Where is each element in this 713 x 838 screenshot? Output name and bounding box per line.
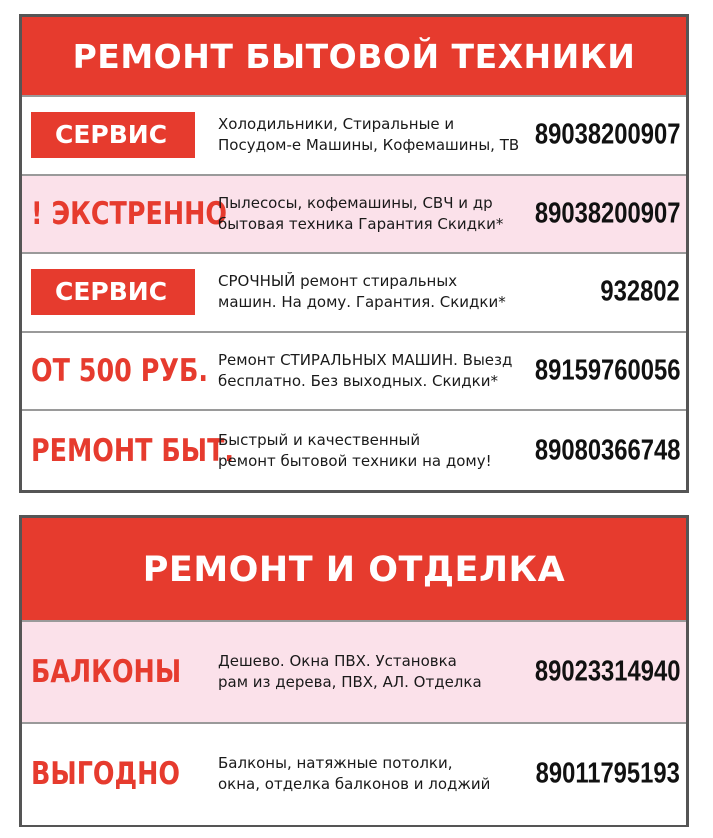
listing-tag: СЕРВИС [31,112,195,158]
listing-phone[interactable]: 89038200907 [534,197,680,230]
listing-row [22,176,686,255]
listing-description: Пылесосы, кофемашины, СВЧ и др бытовая техника Гарантия Скидки* [218,193,504,233]
listing-description: Ремонт СТИРАЛЬНЫХ МАШИН. Выезд бесплатно. Без выходных. Скидки* [218,351,513,391]
listing-row [22,411,686,490]
listing-description: Быстрый и качественный ремонт бытовой техники на дому! [218,430,492,470]
listing-phone[interactable]: 89038200907 [534,118,680,151]
listing-tag: ОТ 500 РУБ. [31,353,208,390]
listing-row [22,622,686,724]
listing-row [22,724,686,826]
listing-tag: СЕРВИС [31,269,195,315]
listing-tag: РЕМОНТ БЫТ. [31,432,235,469]
section-title: РЕМОНТ И ОТДЕЛКА [22,518,686,622]
listing-phone[interactable]: 89159760056 [534,354,680,387]
listing-row [22,97,686,176]
listing-phone[interactable]: 932802 [600,275,680,308]
listing-tag: ВЫГОДНО [31,756,181,793]
listing-row [22,333,686,412]
listing-phone[interactable]: 89080366748 [534,434,680,467]
listing-phone[interactable]: 89011795193 [535,757,680,790]
listing-description: Дешево. Окна ПВХ. Установка рам из дерева, ПВХ, АЛ. Отделка [218,651,482,691]
appliance-repair-section [19,14,689,493]
listing-row [22,254,686,333]
listing-description: Холодильники, Стиральные и Посудом-е Машины, Кофемашины, ТВ [218,115,520,155]
renovation-section [19,515,689,827]
listing-tag: ! ЭКСТРЕННО [31,195,228,232]
listing-tag: БАЛКОНЫ [31,653,182,690]
listing-description: Балконы, натяжные потолки, окна, отделка балконов и лоджий [218,754,491,794]
section-title: РЕМОНТ БЫТОВОЙ ТЕХНИКИ [22,17,686,97]
listing-phone[interactable]: 89023314940 [534,655,680,688]
listing-description: СРОЧНЫЙ ремонт стиральных машин. На дому. Гарантия. Скидки* [218,272,506,312]
